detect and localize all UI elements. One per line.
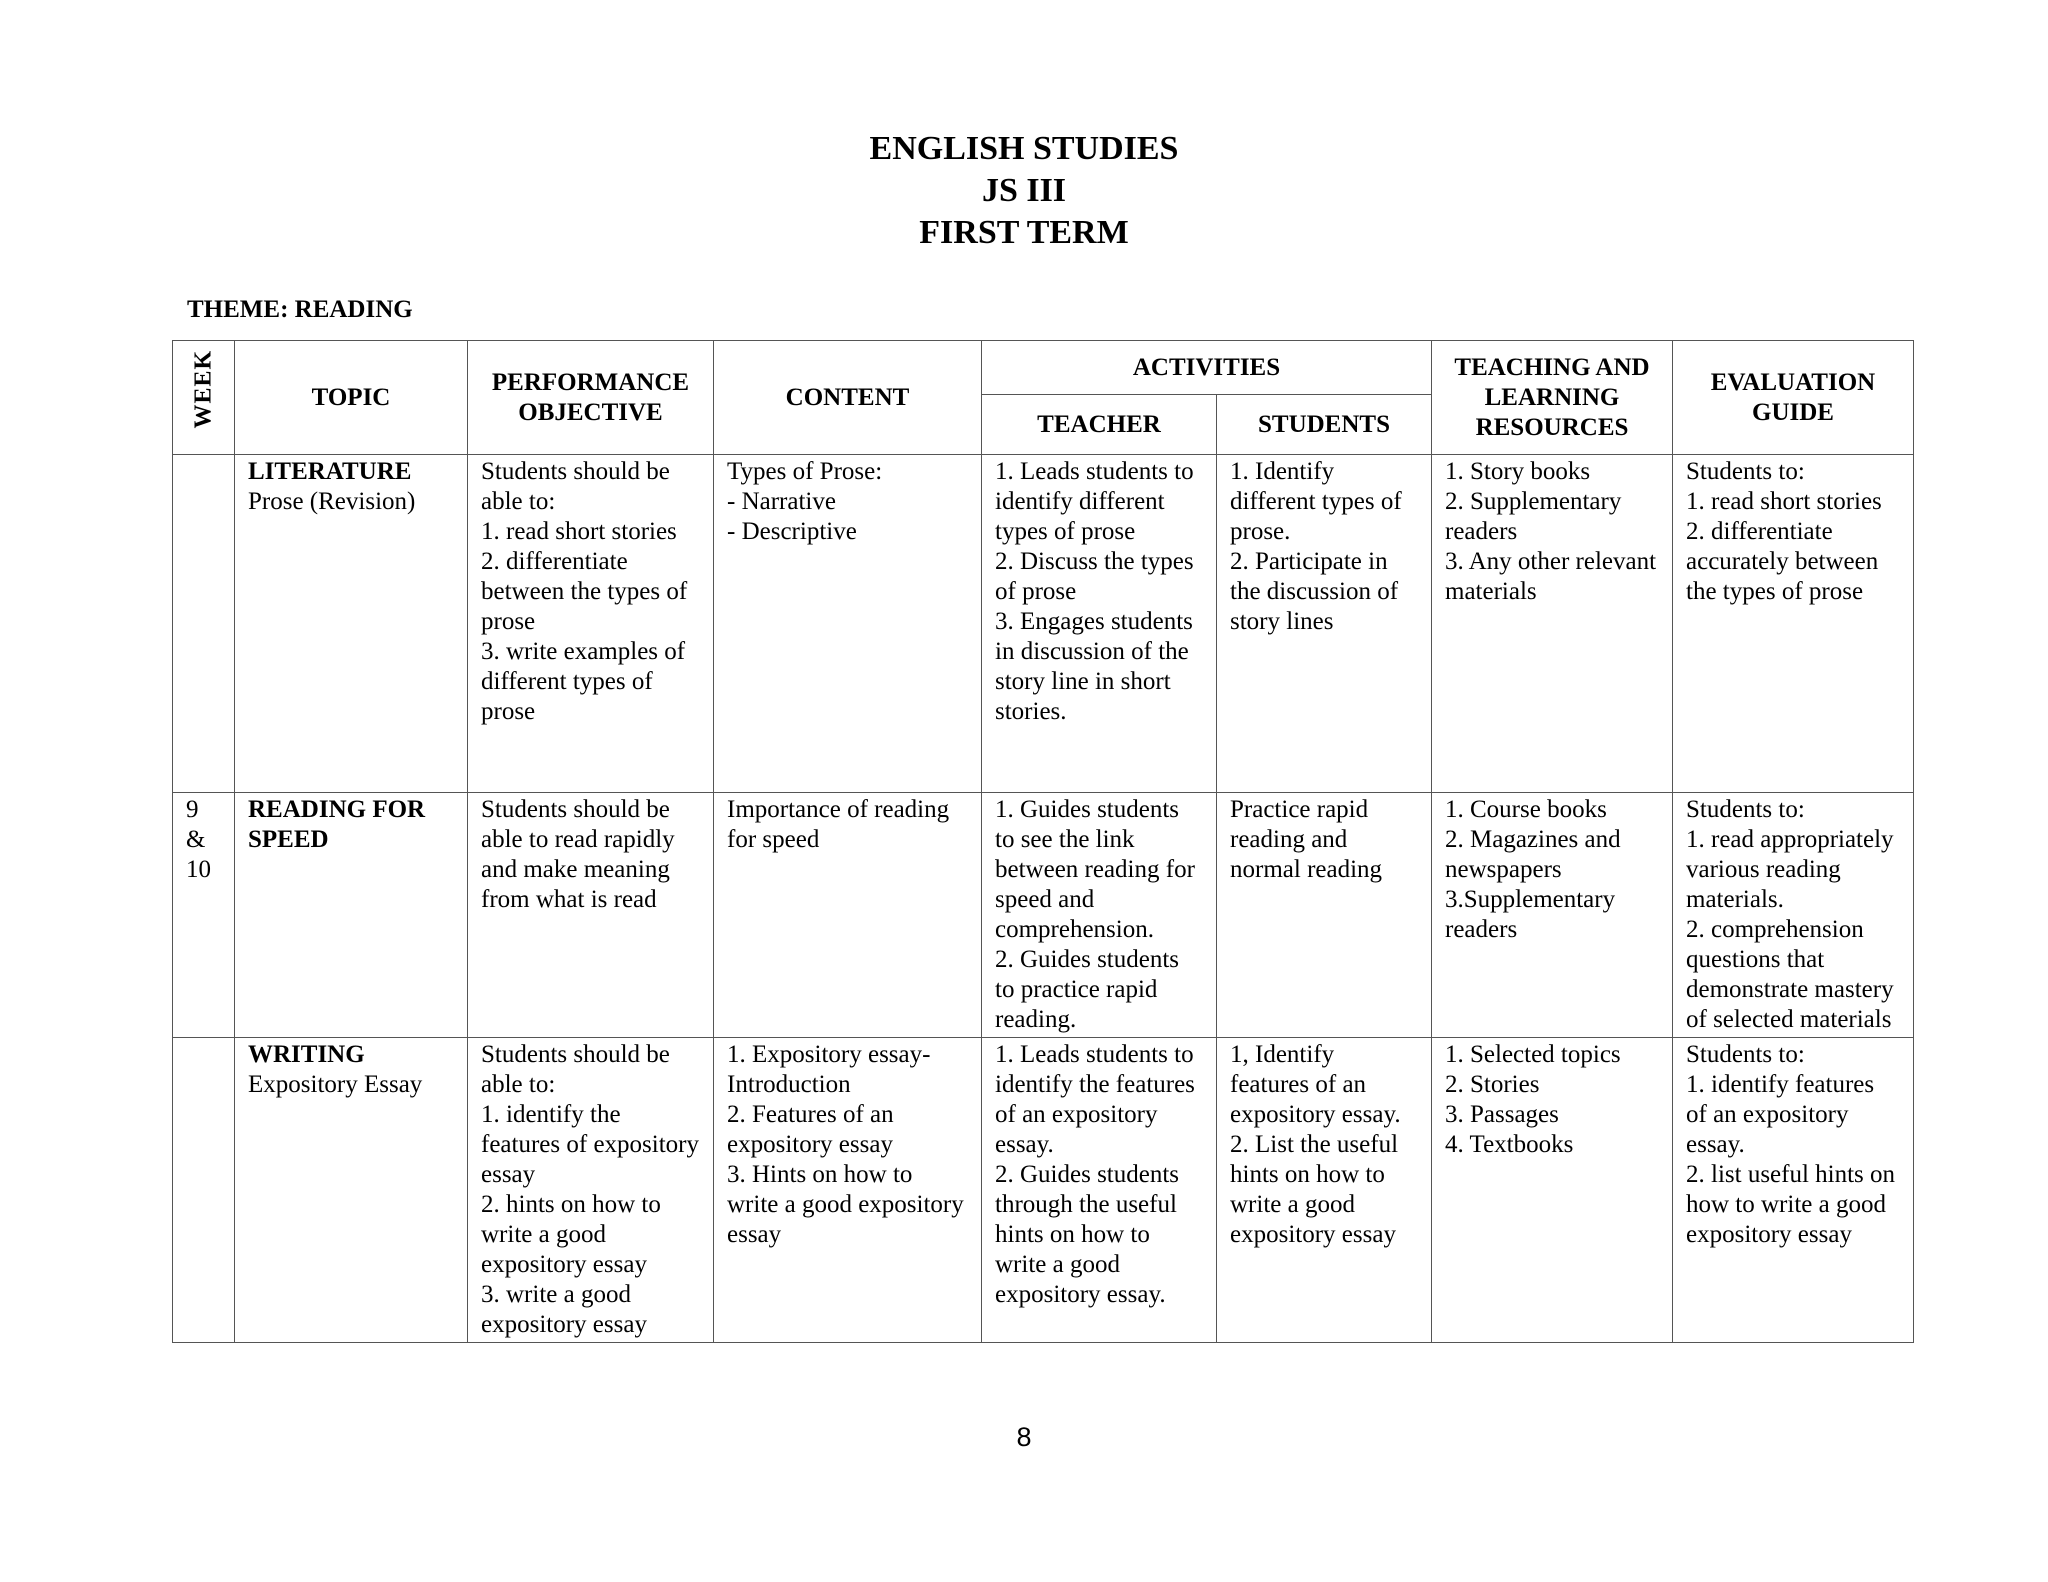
content-cell: Types of Prose: - Narrative - Descriptive bbox=[714, 455, 982, 793]
resources-cell: 1. Story books 2. Supplementary readers 3. Any other relevant materials bbox=[1432, 455, 1673, 793]
students-activity-cell: Practice rapid reading and normal reading bbox=[1217, 793, 1432, 1038]
content-cell: Importance of reading for speed bbox=[714, 793, 982, 1038]
header-activities: ACTIVITIES bbox=[982, 341, 1432, 395]
week-cell bbox=[173, 1038, 235, 1343]
title-term: FIRST TERM bbox=[919, 214, 1129, 251]
title-subject: ENGLISH STUDIES bbox=[869, 130, 1179, 167]
teacher-activity-cell: 1. Guides students to see the link between reading for speed and comprehension. 2. Guides students to practice rapid reading. bbox=[982, 793, 1217, 1038]
header-evaluation: EVALUATION GUIDE bbox=[1673, 341, 1914, 455]
content-cell: 1. Expository essay- Introduction 2. Features of an expository essay 3. Hints on how to write a good expository essay bbox=[714, 1038, 982, 1343]
topic-cell: READING FOR SPEED bbox=[235, 793, 468, 1038]
header-content: CONTENT bbox=[714, 341, 982, 455]
header-objective: PERFORMANCE OBJECTIVE bbox=[468, 341, 714, 455]
teacher-activity-cell: 1. Leads students to identify different types of prose 2. Discuss the types of prose 3. Engages students in discussion of the story line in short stories. bbox=[982, 455, 1217, 793]
resources-cell: 1. Selected topics 2. Stories 3. Passages 4. Textbooks bbox=[1432, 1038, 1673, 1343]
teacher-activity-cell: 1. Leads students to identify the features of an expository essay. 2. Guides students through the useful hints on how to write a good expository essay. bbox=[982, 1038, 1217, 1343]
topic-cell: WRITING Expository Essay bbox=[235, 1038, 468, 1343]
evaluation-cell: Students to: 1. read short stories 2. differentiate accurately between the types of prose bbox=[1673, 455, 1914, 793]
document-title bbox=[0, 128, 2048, 254]
week-cell bbox=[173, 455, 235, 793]
students-activity-cell: 1. Identify different types of prose. 2. Participate in the discussion of story lines bbox=[1217, 455, 1432, 793]
week-cell: 9 & 10 bbox=[173, 793, 235, 1038]
header-week: WEEK bbox=[173, 341, 235, 455]
header-teacher: TEACHER bbox=[982, 395, 1217, 455]
table-row bbox=[173, 1038, 1914, 1343]
objective-cell: Students should be able to: 1. read short stories 2. differentiate between the types of prose 3. write examples of different types of prose bbox=[468, 455, 714, 793]
topic-cell: LITERATURE Prose (Revision) bbox=[235, 455, 468, 793]
objective-cell: Students should be able to: 1. identify the features of expository essay 2. hints on how to write a good expository essay 3. write a good expository essay bbox=[468, 1038, 714, 1343]
page-number: 8 bbox=[1016, 1422, 1032, 1452]
evaluation-cell: Students to: 1. identify features of an expository essay. 2. list useful hints on how to write a good expository essay bbox=[1673, 1038, 1914, 1343]
resources-cell: 1. Course books 2. Magazines and newspapers 3.Supplementary readers bbox=[1432, 793, 1673, 1038]
table-row bbox=[173, 455, 1914, 793]
header-topic: TOPIC bbox=[235, 341, 468, 455]
scheme-of-work-table bbox=[172, 340, 1914, 1343]
header-students: STUDENTS bbox=[1217, 395, 1432, 455]
objective-cell: Students should be able to read rapidly and make meaning from what is read bbox=[468, 793, 714, 1038]
theme-label: THEME: READING bbox=[187, 296, 413, 323]
title-class: JS III bbox=[981, 172, 1067, 209]
table-row bbox=[173, 793, 1914, 1038]
students-activity-cell: 1, Identify features of an expository essay. 2. List the useful hints on how to write a good expository essay bbox=[1217, 1038, 1432, 1343]
header-resources: TEACHING AND LEARNING RESOURCES bbox=[1432, 341, 1673, 455]
evaluation-cell: Students to: 1. read appropriately various reading materials. 2. comprehension questions that demonstrate mastery of selected materials bbox=[1673, 793, 1914, 1038]
